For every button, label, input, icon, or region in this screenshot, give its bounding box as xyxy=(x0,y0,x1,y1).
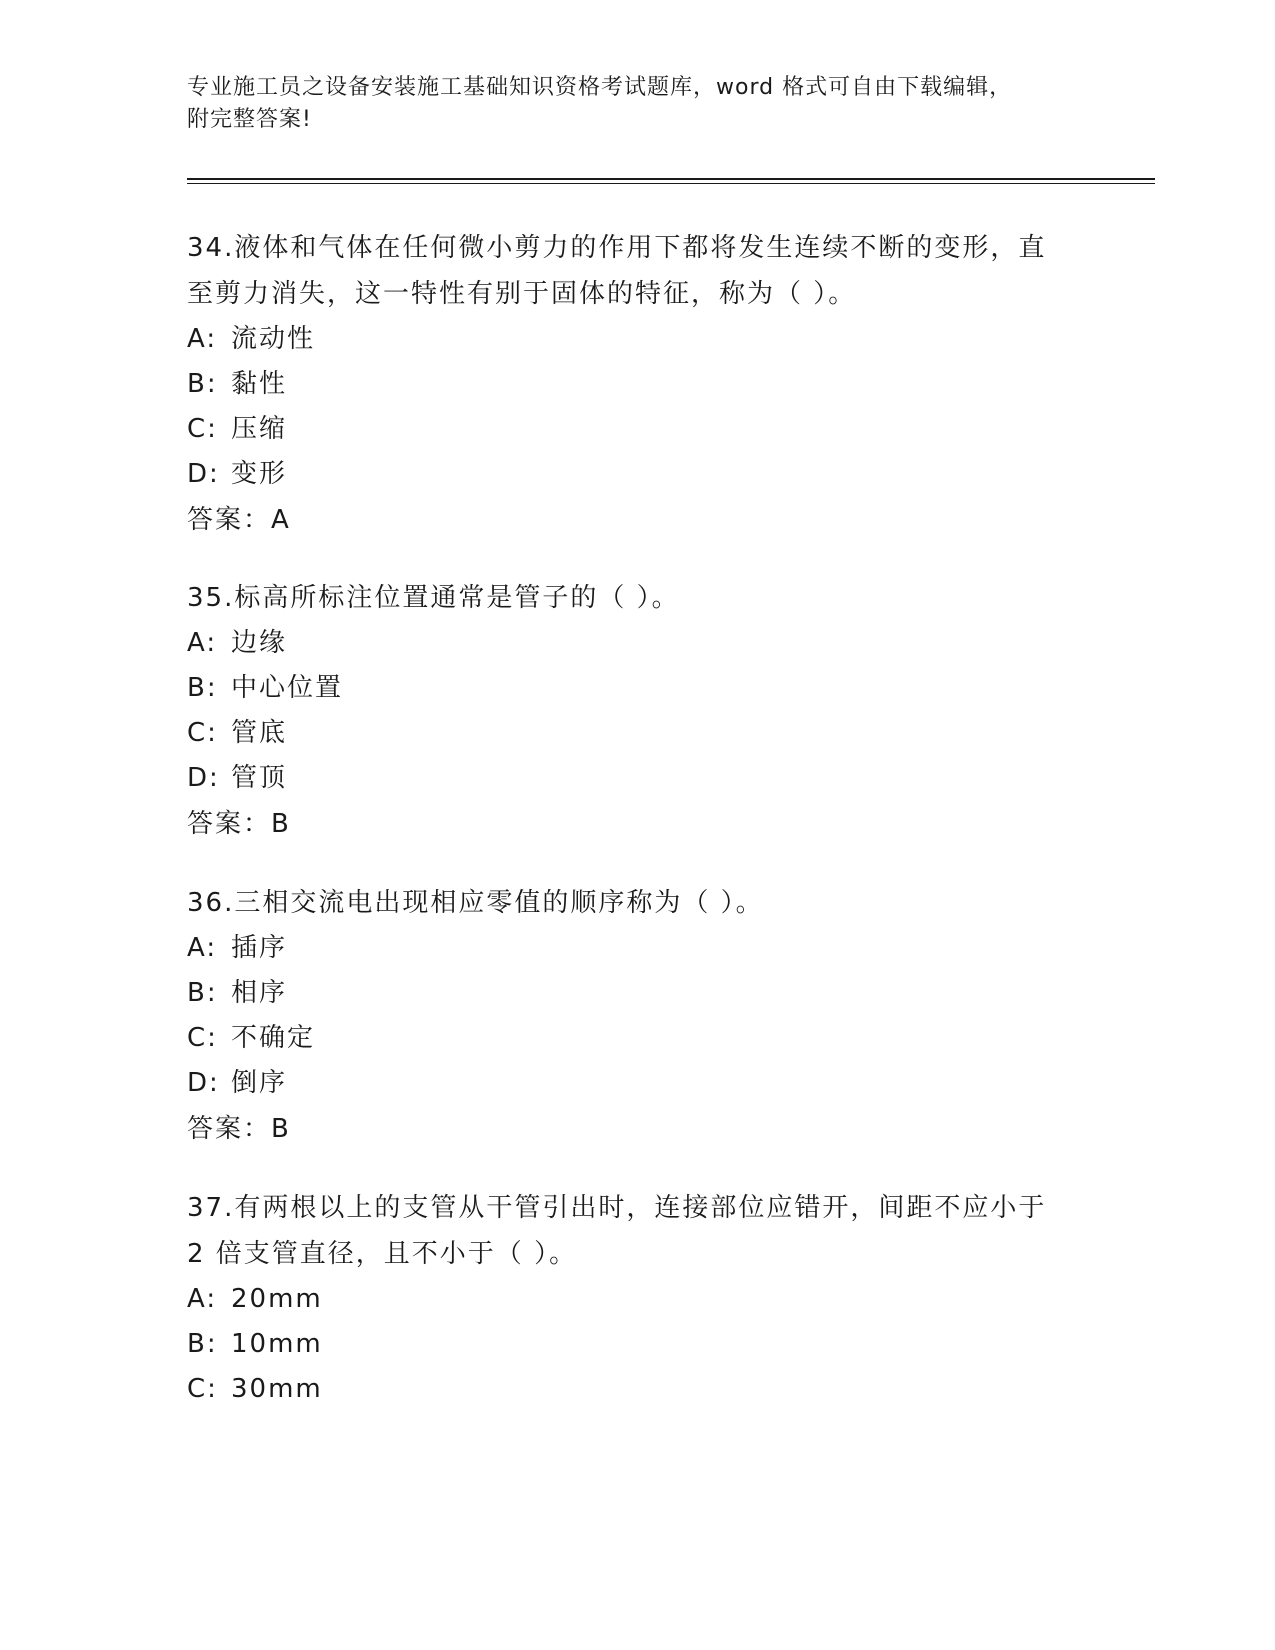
header-line-1: 专业施工员之设备安装施工基础知识资格考试题库，word 格式可自由下载编辑， xyxy=(187,75,1013,100)
question-stem xyxy=(187,880,1087,926)
question-36 xyxy=(187,880,1087,1152)
option-text: 10mm xyxy=(231,1329,323,1359)
question-stem-line: 37.有两根以上的支管从干管引出时，连接部位应错开，间距不应小于 xyxy=(187,1193,1047,1223)
answer-value: B xyxy=(271,809,291,839)
option-text: 20mm xyxy=(231,1284,323,1314)
option-a xyxy=(187,317,1087,362)
answer-value: B xyxy=(271,1114,291,1144)
header-line-2: 附完整答案! xyxy=(187,107,312,132)
header-divider xyxy=(187,178,1155,180)
option-c xyxy=(187,711,1087,756)
option-text: 倒序 xyxy=(231,1068,288,1098)
option-c xyxy=(187,1367,1087,1412)
option-text: 中心位置 xyxy=(231,673,344,703)
option-c xyxy=(187,407,1087,452)
answer-line xyxy=(187,1106,1087,1152)
option-b xyxy=(187,362,1087,407)
option-b xyxy=(187,666,1087,711)
option-letter: D: xyxy=(187,1068,220,1098)
option-text: 插序 xyxy=(231,933,288,963)
option-text: 不确定 xyxy=(231,1023,316,1053)
option-letter: B: xyxy=(187,673,218,703)
option-text: 黏性 xyxy=(231,369,288,399)
answer-label: 答案： xyxy=(187,505,272,535)
option-c xyxy=(187,1016,1087,1061)
option-letter: C: xyxy=(187,718,218,748)
option-letter: A: xyxy=(187,628,218,658)
question-stem xyxy=(187,1185,1087,1277)
option-letter: A: xyxy=(187,1284,218,1314)
option-d xyxy=(187,452,1087,497)
option-letter: C: xyxy=(187,1374,218,1404)
option-text: 变形 xyxy=(231,459,288,489)
option-d xyxy=(187,1061,1087,1106)
option-b xyxy=(187,971,1087,1016)
option-letter: D: xyxy=(187,459,220,489)
option-text: 压缩 xyxy=(231,414,288,444)
question-stem xyxy=(187,575,1087,621)
option-text: 边缘 xyxy=(231,628,288,658)
option-letter: D: xyxy=(187,763,220,793)
question-stem-line: 2 倍支管直径，且不小于（ ）。 xyxy=(187,1239,578,1269)
option-d xyxy=(187,756,1087,801)
option-letter: B: xyxy=(187,1329,218,1359)
question-35 xyxy=(187,575,1087,847)
question-stem xyxy=(187,225,1087,317)
answer-value: A xyxy=(271,505,291,535)
option-letter: C: xyxy=(187,1023,218,1053)
option-letter: B: xyxy=(187,369,218,399)
question-stem-line: 至剪力消失，这一特性有别于固体的特征，称为（ ）。 xyxy=(187,279,857,309)
option-text: 管底 xyxy=(231,718,288,748)
header-divider-thin xyxy=(187,183,1155,184)
document-header xyxy=(187,72,1067,136)
question-stem-line: 34.液体和气体在任何微小剪力的作用下都将发生连续不断的变形，直 xyxy=(187,233,1047,263)
option-text: 30mm xyxy=(231,1374,323,1404)
answer-label: 答案： xyxy=(187,809,272,839)
option-letter: B: xyxy=(187,978,218,1008)
answer-label: 答案： xyxy=(187,1114,272,1144)
option-a xyxy=(187,926,1087,971)
question-34 xyxy=(187,225,1087,543)
answer-line xyxy=(187,497,1087,543)
option-text: 流动性 xyxy=(231,324,316,354)
option-letter: A: xyxy=(187,324,218,354)
option-text: 相序 xyxy=(231,978,288,1008)
question-stem-line: 35.标高所标注位置通常是管子的（ ）。 xyxy=(187,583,680,613)
answer-line xyxy=(187,801,1087,847)
option-a xyxy=(187,1277,1087,1322)
question-stem-line: 36.三相交流电出现相应零值的顺序称为（ ）。 xyxy=(187,888,764,918)
question-37 xyxy=(187,1185,1087,1412)
option-letter: C: xyxy=(187,414,218,444)
option-text: 管顶 xyxy=(231,763,288,793)
option-letter: A: xyxy=(187,933,218,963)
option-b xyxy=(187,1322,1087,1367)
option-a xyxy=(187,621,1087,666)
